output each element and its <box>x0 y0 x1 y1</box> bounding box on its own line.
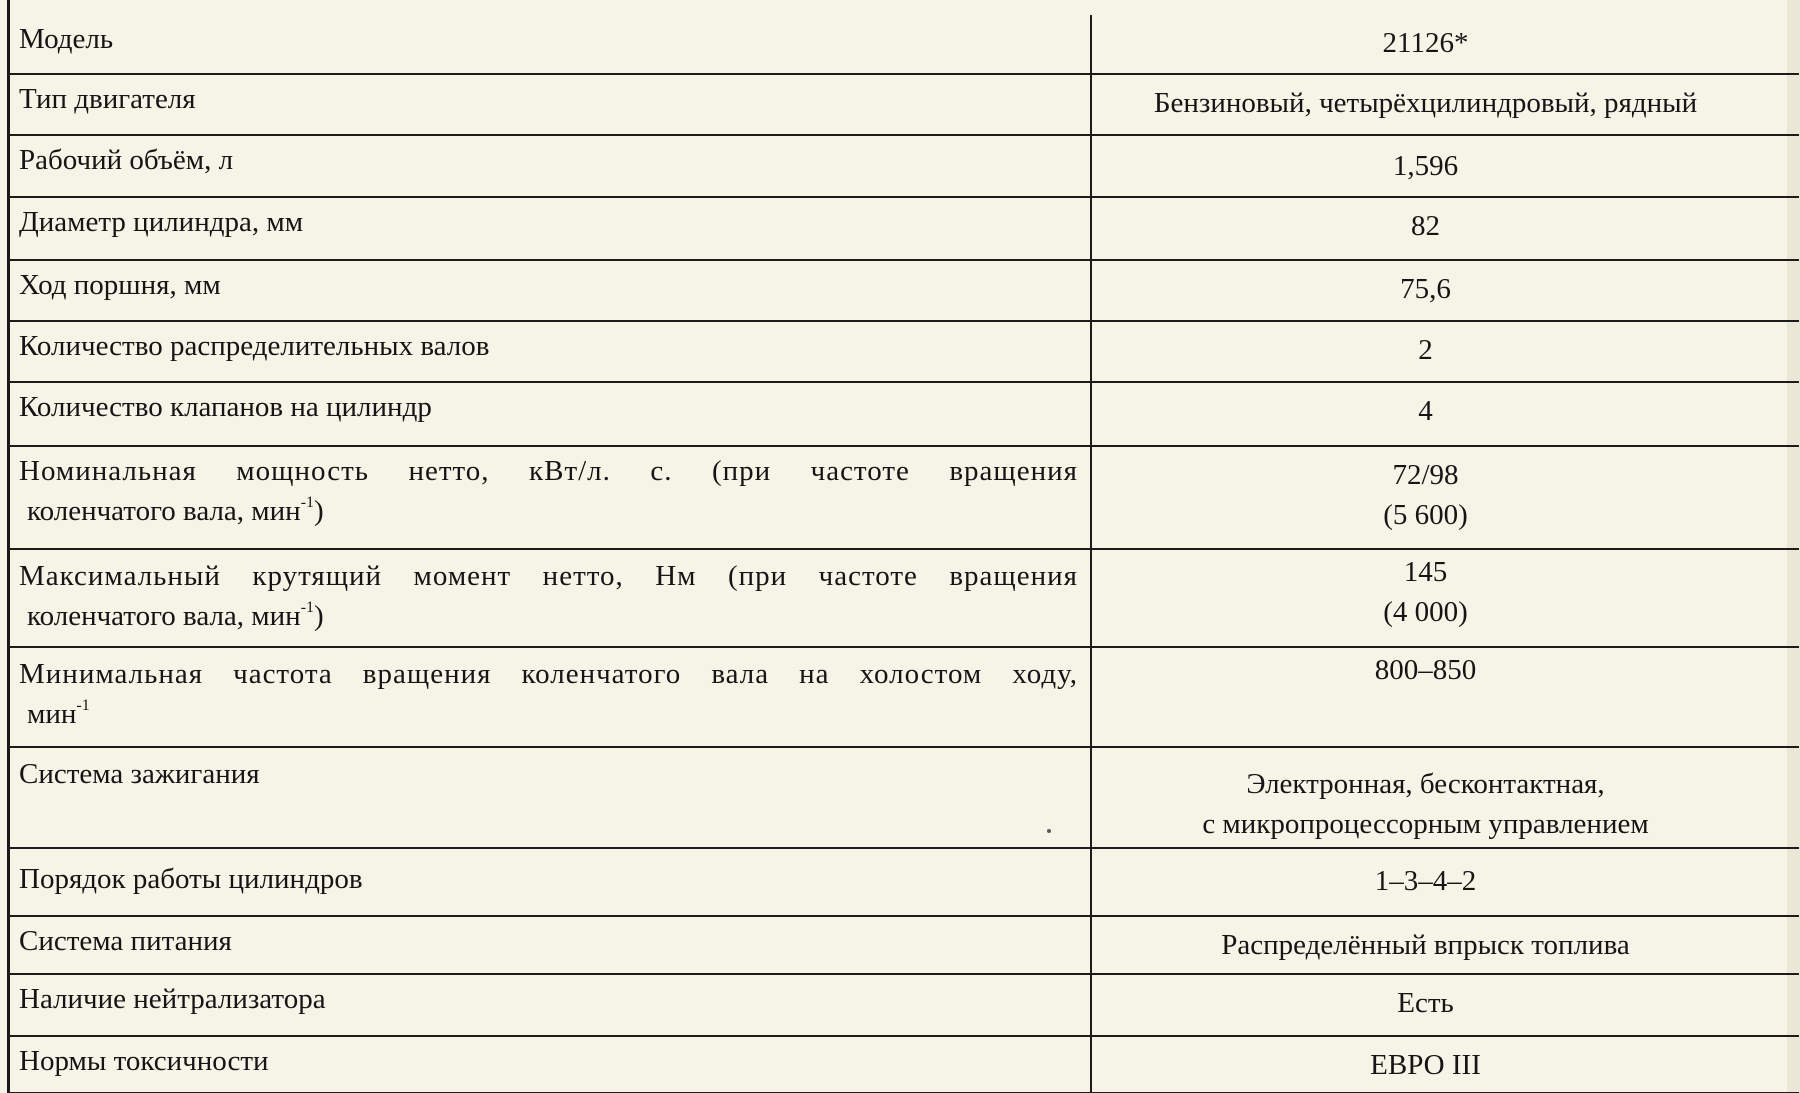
value-text: 1–3–4–2 <box>1374 865 1477 897</box>
value-cell <box>1091 321 1799 382</box>
param-text-cont <box>19 596 1078 636</box>
param-text: Система зажигания <box>19 758 260 790</box>
value-cell <box>1091 382 1799 446</box>
param-text-cont <box>19 694 1078 734</box>
value-text: с микропроцессорным управлением <box>1202 808 1649 840</box>
param-text: Нормы токсичности <box>19 1045 269 1077</box>
value-cell <box>1091 15 1799 74</box>
param-text-part: мин <box>27 698 77 730</box>
value-cell <box>1091 74 1799 135</box>
value-cell <box>1091 260 1799 321</box>
engine-spec-table <box>9 15 1799 1093</box>
param-text-part: коленчатого вала, мин <box>27 600 301 632</box>
param-text-cont <box>19 491 1078 531</box>
value-cell <box>1091 647 1799 747</box>
param-text: Количество распределительных валов <box>19 330 490 362</box>
param-text: Номинальная мощность нетто, кВт/л. с. (при частоте вращения <box>19 455 1078 487</box>
table-row <box>9 549 1799 647</box>
value-text: 4 <box>1418 395 1433 427</box>
table-row <box>9 382 1799 446</box>
value-text: (4 000) <box>1383 596 1468 628</box>
table-row <box>9 135 1799 197</box>
param-text: Диаметр цилиндра, мм <box>19 206 304 238</box>
param-cell <box>9 1036 1091 1093</box>
param-cell <box>9 848 1091 916</box>
table-row <box>9 74 1799 135</box>
value-cell <box>1091 549 1799 647</box>
value-text: 72/98 <box>1392 459 1459 491</box>
value-text: Распределённый впрыск топлива <box>1221 929 1630 961</box>
param-cell <box>9 197 1091 260</box>
param-cell <box>9 135 1091 197</box>
param-cell <box>9 446 1091 549</box>
table-row <box>9 321 1799 382</box>
value-text: 145 <box>1403 556 1448 588</box>
table-row <box>9 446 1799 549</box>
table-row <box>9 197 1799 260</box>
value-text: 2 <box>1418 334 1433 366</box>
param-cell <box>9 260 1091 321</box>
table-row <box>9 1036 1799 1093</box>
superscript: -1 <box>76 697 90 714</box>
value-text: Есть <box>1397 987 1454 1019</box>
param-text: Минимальная частота вращения коленчатого вала на холостом ходу, <box>19 658 1078 690</box>
value-text: 75,6 <box>1400 273 1451 305</box>
value-cell <box>1091 135 1799 197</box>
value-cell <box>1091 1036 1799 1093</box>
value-text: 1,596 <box>1392 150 1459 182</box>
param-cell <box>9 382 1091 446</box>
param-text: Рабочий объём, л <box>19 144 234 176</box>
param-cell <box>9 74 1091 135</box>
param-text: Количество клапанов на цилиндр <box>19 391 432 423</box>
param-text: Наличие нейтрализатора <box>19 983 326 1015</box>
table-row <box>9 260 1799 321</box>
param-cell <box>9 974 1091 1036</box>
param-cell <box>9 549 1091 647</box>
param-cell <box>9 647 1091 747</box>
value-cell <box>1091 916 1799 974</box>
value-cell <box>1091 747 1799 848</box>
value-text: 21126* <box>1382 27 1469 59</box>
param-text-part: коленчатого вала, мин <box>27 495 301 527</box>
table-row <box>9 747 1799 848</box>
value-cell <box>1091 848 1799 916</box>
param-text: Модель <box>19 23 114 55</box>
value-cell <box>1091 197 1799 260</box>
value-text: ЕВРО III <box>1370 1049 1481 1081</box>
value-text: Электронная, бесконтактная, <box>1246 768 1605 800</box>
table-row <box>9 647 1799 747</box>
superscript: -1 <box>300 494 315 511</box>
param-text: Тип двигателя <box>19 83 196 115</box>
param-text-part: ) <box>314 600 324 632</box>
table-row <box>9 15 1799 74</box>
table-row <box>9 974 1799 1036</box>
param-text-part: ) <box>314 495 324 527</box>
param-text: Система питания <box>19 925 232 957</box>
param-text: Максимальный крутящий момент нетто, Нм (при частоте вращения <box>19 560 1078 592</box>
value-text: (5 600) <box>1383 499 1468 531</box>
value-cell <box>1091 974 1799 1036</box>
value-text: Бензиновый, четырёхцилиндровый, рядный <box>1153 87 1698 119</box>
param-cell <box>9 321 1091 382</box>
value-cell <box>1091 446 1799 549</box>
param-text: Ход поршня, мм <box>19 269 221 301</box>
table-row <box>9 848 1799 916</box>
superscript: -1 <box>300 599 315 616</box>
value-text: 800–850 <box>1374 654 1477 686</box>
param-cell <box>9 916 1091 974</box>
param-text: Порядок работы цилиндров <box>19 863 363 895</box>
value-text: 82 <box>1411 210 1440 242</box>
table-row <box>9 916 1799 974</box>
param-cell <box>9 15 1091 74</box>
param-cell <box>9 747 1091 848</box>
